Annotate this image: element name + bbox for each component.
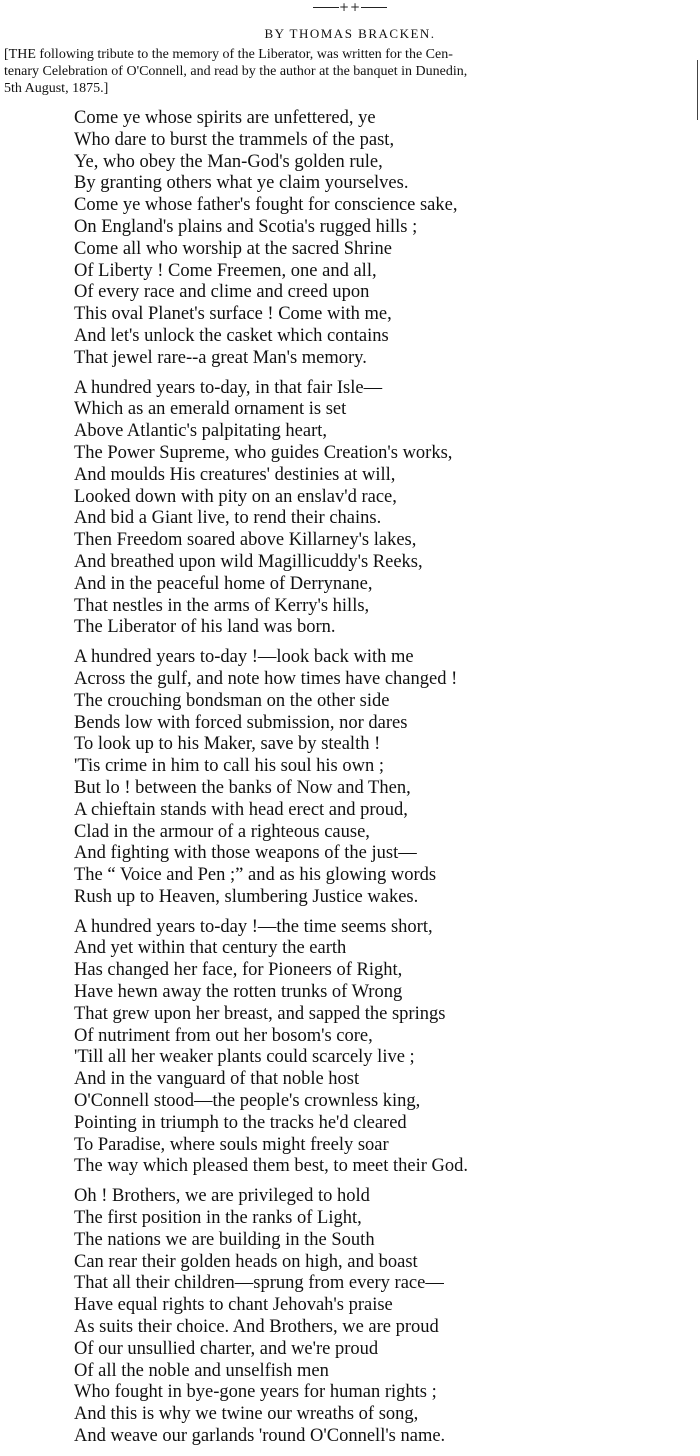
poem-line: Ye, who obey the Man-God's golden rule, [74, 151, 383, 172]
poem-line: And in the peaceful home of Derrynane, [74, 573, 373, 594]
ornament-mark: ++ [338, 0, 362, 14]
poem-line: Looked down with pity on an enslav'd race, [74, 486, 397, 507]
poem-line: As suits their choice. And Brothers, we are proud [74, 1317, 439, 1338]
poem-line: And yet within that century the earth [74, 938, 347, 959]
column-rule [697, 60, 698, 120]
poem-line: To look up to his Maker, save by stealth ! [74, 734, 381, 755]
poem-line: And bid a Giant live, to rend their chains. [74, 508, 382, 529]
poem-line: The “ Voice and Pen ;” and as his glowing words [74, 865, 437, 886]
poem-line: The crouching bondsman on the other side [74, 690, 390, 711]
poem-line: And fighting with those weapons of the just— [74, 843, 417, 864]
poem-stanza [74, 378, 694, 640]
poem-stanza [74, 1186, 694, 1448]
poem-line: 'Tis crime in him to call his soul his own ; [74, 756, 384, 777]
poem-line: Of all the noble and unselfish men [74, 1360, 329, 1381]
poem-line: That jewel rare--a great Man's memory. [74, 347, 367, 368]
poem-line: The first position in the ranks of Light, [74, 1208, 362, 1229]
poem-line: To Paradise, where souls might freely soar [74, 1134, 389, 1155]
poem-line: That nestles in the arms of Kerry's hills, [74, 595, 370, 616]
preface-line: tenary Celebration of O'Connell, and read by the author at the banquet in Dunedin, [4, 64, 468, 79]
poem-line: Pointing in triumph to the tracks he'd cleared [74, 1112, 407, 1133]
poem-line: A hundred years to-day !—the time seems short, [74, 916, 433, 937]
poem-stanza [74, 647, 694, 909]
author-byline: BY THOMAS BRACKEN. [264, 26, 436, 41]
ornament-dash-left [313, 7, 339, 8]
poem-line: Bends low with forced submission, nor dares [74, 712, 408, 733]
poem-line: Then Freedom soared above Killarney's lakes, [74, 530, 417, 551]
poem-line: That all their children—sprung from every race— [74, 1273, 444, 1294]
header-ornament [0, 0, 700, 14]
poem-line: Of Liberty ! Come Freemen, one and all, [74, 260, 377, 281]
poem-line: And breathed upon wild Magillicuddy's Reeks, [74, 551, 423, 572]
preface-line: 5th August, 1875.] [4, 81, 109, 96]
poem-line: The Liberator of his land was born. [74, 617, 336, 638]
poem-line: This oval Planet's surface ! Come with me, [74, 304, 392, 325]
poem-line: That grew upon her breast, and sapped the springs [74, 1003, 446, 1024]
poem-stanza [74, 108, 694, 370]
poem-line: A chieftain stands with head erect and proud, [74, 799, 408, 820]
poem-line: Rush up to Heaven, slumbering Justice wakes. [74, 886, 419, 907]
poem-line: And moulds His creatures' destinies at will, [74, 464, 396, 485]
poem-line: And let's unlock the casket which contains [74, 325, 389, 346]
poem-line: And in the vanguard of that noble host [74, 1069, 360, 1090]
poem-line: Can rear their golden heads on high, and boast [74, 1251, 418, 1272]
poem-line: A hundred years to-day, in that fair Isle— [74, 377, 383, 398]
poem-line: Who dare to burst the trammels of the past, [74, 129, 395, 150]
poem-line: Have hewn away the rotten trunks of Wrong [74, 982, 403, 1003]
poem-line: Who fought in bye-gone years for human rights ; [74, 1382, 437, 1403]
poem-body [74, 108, 694, 1456]
poem-line: Come ye whose father's fought for conscience sake, [74, 195, 458, 216]
poem-line: Of every race and clime and creed upon [74, 282, 370, 303]
poem-line: A hundred years to-day !—look back with me [74, 647, 414, 668]
poem-line: 'Till all her weaker plants could scarcely live ; [74, 1047, 415, 1068]
poem-stanza [74, 917, 694, 1179]
poem-line: By granting others what ye claim yourselves. [74, 173, 409, 194]
poem-line: Across the gulf, and note how times have changed ! [74, 668, 458, 689]
poem-line: On England's plains and Scotia's rugged hills ; [74, 216, 418, 237]
poem-line: Has changed her face, for Pioneers of Right, [74, 960, 403, 981]
ornament-dash-right [361, 7, 387, 8]
poem-line: Which as an emerald ornament is set [74, 399, 347, 420]
poem-line: Clad in the armour of a righteous cause, [74, 821, 370, 842]
poem-line: Come all who worship at the sacred Shrine [74, 238, 393, 259]
poem-line: Oh ! Brothers, we are privileged to hold [74, 1186, 370, 1207]
poem-line: Above Atlantic's palpitating heart, [74, 421, 328, 442]
poem-line: Have equal rights to chant Jehovah's praise [74, 1295, 393, 1316]
poem-line: And weave our garlands 'round O'Connell's name. [74, 1426, 446, 1447]
poem-line: Of our unsullied charter, and we're proud [74, 1338, 379, 1359]
poem-line: And this is why we twine our wreaths of song, [74, 1404, 419, 1425]
poem-line: O'Connell stood—the people's crownless king, [74, 1091, 421, 1112]
poem-line: Of nutriment from out her bosom's core, [74, 1025, 373, 1046]
preface-line: [THE following tribute to the memory of the Liberator, was written for the Cen- [4, 47, 453, 62]
poem-line: The nations we are building in the South [74, 1229, 375, 1250]
poem-line: The way which pleased them best, to meet their God. [74, 1156, 469, 1177]
poem-line: But lo ! between the banks of Now and Then, [74, 777, 411, 798]
preface-note [4, 46, 694, 97]
poem-line: The Power Supreme, who guides Creation's works, [74, 442, 453, 463]
poem-line: Come ye whose spirits are unfettered, ye [74, 108, 376, 128]
